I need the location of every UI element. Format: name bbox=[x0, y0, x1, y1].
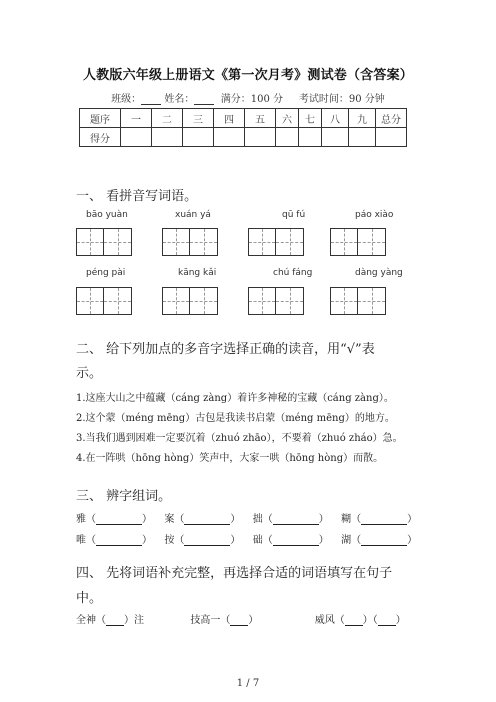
score-cell[interactable] bbox=[121, 128, 152, 147]
char-prompt: 湖（ bbox=[341, 535, 362, 546]
pinyin-label: qū fú bbox=[282, 210, 306, 220]
header-cell: 题序 bbox=[80, 109, 121, 128]
name-label: 姓名： bbox=[164, 94, 195, 105]
pinyin-label: xuán yá bbox=[175, 210, 211, 220]
score-cell[interactable] bbox=[183, 128, 214, 147]
pinyin-label: chú fáng bbox=[273, 268, 313, 278]
char-prompt: 雅（ bbox=[76, 514, 96, 525]
idiom-part: 全神（ bbox=[76, 615, 106, 626]
writing-cell[interactable] bbox=[162, 287, 190, 315]
writing-cell[interactable] bbox=[330, 228, 358, 256]
answer-blank[interactable] bbox=[106, 615, 124, 626]
header-cell: 八 bbox=[322, 109, 349, 128]
char-prompt: 唯（ bbox=[76, 535, 96, 546]
answer-blank[interactable] bbox=[184, 535, 230, 546]
writing-cell[interactable] bbox=[248, 287, 276, 315]
answer-blank[interactable] bbox=[96, 514, 142, 525]
writing-grid[interactable] bbox=[76, 228, 132, 256]
full-score: 满分：100 分 bbox=[220, 94, 283, 105]
char-prompt: 按（ bbox=[164, 535, 185, 546]
question-item: 2.这个蒙（méng mēng）古包是我读书启蒙（méng mēng）的地方。 bbox=[76, 413, 395, 424]
writing-grid[interactable] bbox=[162, 228, 218, 256]
score-row-label: 得分 bbox=[80, 128, 121, 147]
name-blank bbox=[194, 94, 214, 105]
section2-heading: 二、 给下列加点的多音字选择正确的读音，用“√”表 bbox=[76, 342, 375, 357]
writing-cell[interactable] bbox=[76, 228, 104, 256]
header-cell: 四 bbox=[214, 109, 245, 128]
writing-cell[interactable] bbox=[276, 287, 304, 315]
header-cell: 二 bbox=[152, 109, 183, 128]
char-prompt: 础（ bbox=[252, 535, 273, 546]
writing-grid[interactable] bbox=[76, 287, 132, 315]
pinyin-label: dàng yàng bbox=[355, 268, 403, 278]
char-prompt: 拙（ bbox=[252, 514, 273, 525]
exam-time: 考试时间：90 分钟 bbox=[298, 94, 385, 105]
answer-blank[interactable] bbox=[345, 615, 363, 626]
writing-cell[interactable] bbox=[248, 228, 276, 256]
paren-close: ） bbox=[407, 514, 418, 525]
header-cell: 五 bbox=[245, 109, 276, 128]
score-table-score-row bbox=[80, 128, 407, 147]
pinyin-label: páo xiào bbox=[355, 210, 394, 220]
writing-grid[interactable] bbox=[330, 228, 386, 256]
pinyin-label: péng pài bbox=[86, 268, 126, 278]
paren-close: ） bbox=[142, 535, 152, 546]
idiom-part: 威风（ bbox=[314, 615, 345, 626]
writing-grid[interactable] bbox=[248, 228, 304, 256]
writing-cell[interactable] bbox=[162, 228, 190, 256]
writing-cell[interactable] bbox=[104, 287, 132, 315]
score-table-header-row bbox=[80, 109, 407, 128]
section4-heading: 四、 先将词语补充完整，再选择合适的词语填写在句子 bbox=[76, 566, 393, 581]
paren-close: ） bbox=[142, 514, 152, 525]
idiom-row bbox=[76, 611, 406, 626]
score-cell[interactable] bbox=[245, 128, 276, 147]
paren-close: ） bbox=[248, 615, 259, 626]
answer-blank[interactable] bbox=[230, 615, 248, 626]
student-info-line bbox=[0, 90, 496, 105]
section3-heading: 三、 辨字组词。 bbox=[76, 489, 172, 504]
writing-grid[interactable] bbox=[248, 287, 304, 315]
paren-close: ） bbox=[230, 514, 241, 525]
char-prompt: 糊（ bbox=[341, 514, 362, 525]
writing-cell[interactable] bbox=[358, 228, 386, 256]
answer-blank[interactable] bbox=[378, 615, 396, 626]
header-cell: 九 bbox=[349, 109, 376, 128]
score-cell[interactable] bbox=[152, 128, 183, 147]
score-cell[interactable] bbox=[376, 128, 407, 147]
idiom-part: ）（ bbox=[362, 615, 378, 626]
answer-blank[interactable] bbox=[184, 514, 230, 525]
answer-blank[interactable] bbox=[361, 535, 407, 546]
paren-close: ） bbox=[318, 514, 329, 525]
paren-close: ） bbox=[395, 615, 406, 626]
word-group-row bbox=[76, 510, 417, 525]
paren-close: ） bbox=[318, 535, 329, 546]
writing-grid[interactable] bbox=[162, 287, 218, 315]
header-cell: 一 bbox=[121, 109, 152, 128]
answer-blank[interactable] bbox=[273, 535, 319, 546]
writing-cell[interactable] bbox=[358, 287, 386, 315]
section2-heading-cont: 示。 bbox=[76, 366, 103, 381]
section1-heading: 一、 看拼音写词语。 bbox=[76, 189, 198, 204]
paren-close: ） bbox=[407, 535, 418, 546]
score-cell[interactable] bbox=[214, 128, 245, 147]
header-cell: 七 bbox=[299, 109, 322, 128]
score-cell[interactable] bbox=[299, 128, 322, 147]
score-cell[interactable] bbox=[276, 128, 299, 147]
class-blank bbox=[141, 94, 161, 105]
word-group-row bbox=[76, 531, 417, 546]
page-number: 1 / 7 bbox=[236, 678, 260, 689]
header-cell: 六 bbox=[276, 109, 299, 128]
writing-cell[interactable] bbox=[104, 228, 132, 256]
char-prompt: 案（ bbox=[164, 514, 185, 525]
pinyin-label: kāng kǎi bbox=[178, 268, 217, 278]
header-cell: 三 bbox=[183, 109, 214, 128]
idiom-part: 技高一（ bbox=[190, 615, 231, 626]
question-item: 4.在一阵哄（hōng hòng）笑声中，大家一哄（hōng hòng）而散。 bbox=[76, 453, 384, 464]
writing-grid[interactable] bbox=[330, 287, 386, 315]
question-item: 3.当我们遇到困难一定要沉着（zhuó zhāo），不要着（zhuó zháo）急。 bbox=[76, 433, 403, 444]
writing-cell[interactable] bbox=[330, 287, 358, 315]
section4-heading-cont: 中。 bbox=[76, 591, 103, 606]
writing-cell[interactable] bbox=[190, 228, 218, 256]
answer-blank[interactable] bbox=[273, 514, 319, 525]
writing-cell[interactable] bbox=[76, 287, 104, 315]
score-cell[interactable] bbox=[322, 128, 349, 147]
header-cell: 总分 bbox=[376, 109, 407, 128]
writing-cell[interactable] bbox=[276, 228, 304, 256]
class-label: 班级： bbox=[111, 94, 142, 105]
score-cell[interactable] bbox=[349, 128, 376, 147]
page-title: 人教版六年级上册语文《第一次月考》测试卷（含答案） bbox=[82, 68, 413, 83]
idiom-part: ）注 bbox=[124, 615, 144, 626]
paren-close: ） bbox=[230, 535, 241, 546]
answer-blank[interactable] bbox=[96, 535, 142, 546]
score-table bbox=[79, 108, 407, 147]
writing-cell[interactable] bbox=[190, 287, 218, 315]
question-item: 1.这座大山之中蕴藏（cáng zàng）着许多神秘的宝藏（cáng zàng）。 bbox=[76, 393, 394, 404]
pinyin-label: bāo yuàn bbox=[86, 210, 128, 220]
answer-blank[interactable] bbox=[361, 514, 407, 525]
